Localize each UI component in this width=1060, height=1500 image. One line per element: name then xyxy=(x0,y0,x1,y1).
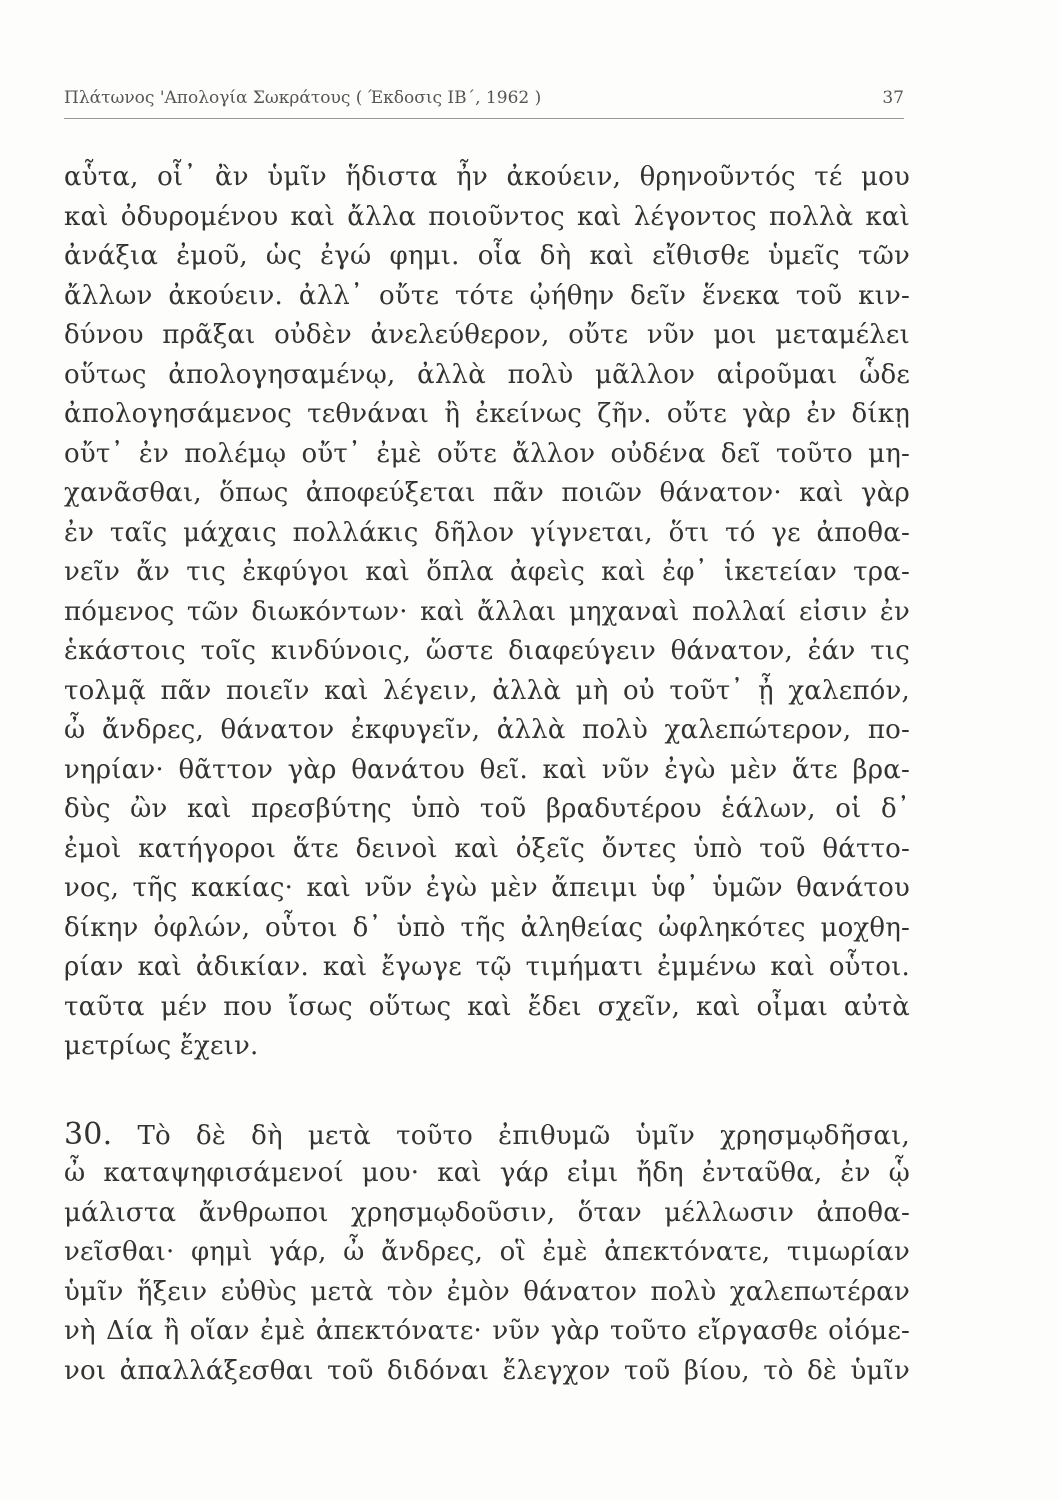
text-line: ἄλλων ἀκούειν. ἀλλ᾽ οὔτε τότε ᾠήθην δεῖν ἕνεκα τοῦ κιν- xyxy=(64,280,910,311)
text-line: χανᾶσθαι, ὅπως ἀποφεύξεται πᾶν ποιῶν θάνατον· καὶ γὰρ xyxy=(64,478,910,508)
paragraph-1 xyxy=(64,158,910,1067)
text-line: νηρίαν· θᾶττον γὰρ θανάτου θεῖ. καὶ νῦν ἐγὼ μὲν ἅτε βρα- xyxy=(64,754,910,785)
text-line: νος, τῆς κακίας· καὶ νῦν ἐγὼ μὲν ἄπειμι ὑφ᾽ ὑμῶν θανάτου xyxy=(64,873,910,903)
text-line: ὑμῖν ἥξειν εὐθὺς μετὰ τὸν ἐμὸν θάνατον πολὺ χαλεπωτέραν xyxy=(64,1276,910,1307)
text-line: ἐμοὶ κατήγοροι ἅτε δεινοὶ καὶ ὀξεῖς ὄντες ὑπὸ τοῦ θάττο- xyxy=(64,833,910,864)
text-line: δύνου πρᾶξαι οὐδὲν ἀνελεύθερον, οὔτε νῦν μοι μεταμέλει xyxy=(64,320,910,350)
text-line: ἐν ταῖς μάχαις πολλάκις δῆλον γίγνεται, ὅτι τό γε ἀποθα- xyxy=(64,517,910,548)
text-line-first xyxy=(64,1115,910,1155)
text-line: νεῖσθαι· φημὶ γάρ, ὦ ἄνδρες, οἳ ἐμὲ ἀπεκτόνατε, τιμωρίαν xyxy=(64,1237,910,1267)
section-number: 30. xyxy=(64,1116,113,1152)
text-line: νεῖν ἄν τις ἐκφύγοι καὶ ὅπλα ἀφεὶς καὶ ἐφ᾽ ἱκετείαν τρα- xyxy=(64,557,910,587)
text-line: ὦ ἄνδρες, θάνατον ἐκφυγεῖν, ἀλλὰ πολὺ χαλεπώτερον, πο- xyxy=(64,715,910,745)
text-line: δίκην ὀφλών, οὗτοι δ᾽ ὑπὸ τῆς ἀληθείας ὠφληκότες μοχθη- xyxy=(64,912,910,943)
running-head xyxy=(64,88,904,114)
text-line: οὔτ᾽ ἐν πολέμῳ οὔτ᾽ ἐμὲ οὔτε ἄλλον οὐδένα δεῖ τοῦτο μη- xyxy=(64,438,910,469)
text-line: ρίαν καὶ ἀδικίαν. καὶ ἔγωγε τῷ τιμήματι ἐμμένω καὶ οὗτοι. xyxy=(64,952,910,982)
header-rule xyxy=(64,118,904,119)
text-line: νὴ Δία ἢ οἵαν ἐμὲ ἀπεκτόνατε· νῦν γὰρ τοῦτο εἴργασθε οἰόμε- xyxy=(64,1316,910,1346)
paragraph-2 xyxy=(64,1115,910,1392)
text-line: ὦ καταψηφισάμενοί μου· καὶ γάρ εἰμι ἤδη ἐνταῦθα, ἐν ᾧ xyxy=(64,1158,910,1188)
page-number: 37 xyxy=(882,88,904,108)
text-line: αὗτα, οἷ᾽ ἂν ὑμῖν ἥδιστα ἦν ἀκούειν, θρηνοῦντός τέ μου xyxy=(64,162,910,192)
text-line: δὺς ὢν καὶ πρεσβύτης ὑπὸ τοῦ βραδυτέρου ἑάλων, οἱ δ᾽ xyxy=(64,794,910,824)
text-line: οὕτως ἀπολογησαμένῳ, ἀλλὰ πολὺ μᾶλλον αἱροῦμαι ὧδε xyxy=(64,359,910,390)
text-line: τολμᾷ πᾶν ποιεῖν καὶ λέγειν, ἀλλὰ μὴ οὐ τοῦτ᾽ ᾖ χαλεπόν, xyxy=(64,675,910,706)
text-line: ταῦτα μέν που ἴσως οὕτως καὶ ἔδει σχεῖν, καὶ οἶμαι αὐτὰ xyxy=(64,991,910,1022)
text-line-last: μετρίως ἔχειν. xyxy=(64,1031,259,1061)
body-text xyxy=(64,158,910,1391)
text-line: ἑκάστοις τοῖς κινδύνοις, ὥστε διαφεύγειν θάνατον, ἐάν τις xyxy=(64,636,910,666)
text-line: νοι ἀπαλλάξεσθαι τοῦ διδόναι ἔλεγχον τοῦ βίου, τὸ δὲ ὑμῖν xyxy=(64,1355,910,1386)
running-head-title: Πλάτωνος 'Απολογία Σωκράτους ( Έκδοσις ΙΒ΄, 1962 ) xyxy=(64,88,542,108)
text-line: ἀπολογησάμενος τεθνάναι ἢ ἐκείνως ζῆν. οὔτε γὰρ ἐν δίκῃ xyxy=(64,399,910,429)
paragraph-gap xyxy=(64,1067,910,1115)
first-line-text: Τὸ δὲ δὴ μετὰ τοῦτο ἐπιθυμῶ ὑμῖν χρησμῳδῆσαι, xyxy=(137,1120,910,1151)
text-line: ἀνάξια ἐμοῦ, ὡς ἐγώ φημι. οἷα δὴ καὶ εἴθισθε ὑμεῖς τῶν xyxy=(64,241,910,271)
text-line: πόμενος τῶν διωκόντων· καὶ ἄλλαι μηχαναὶ πολλαί εἰσιν ἐν xyxy=(64,596,910,627)
text-line: μάλιστα ἄνθρωποι χρησμῳδοῦσιν, ὅταν μέλλωσιν ἀποθα- xyxy=(64,1197,910,1228)
text-line: καὶ ὀδυρομένου καὶ ἄλλα ποιοῦντος καὶ λέγοντος πολλὰ καὶ xyxy=(64,201,910,232)
